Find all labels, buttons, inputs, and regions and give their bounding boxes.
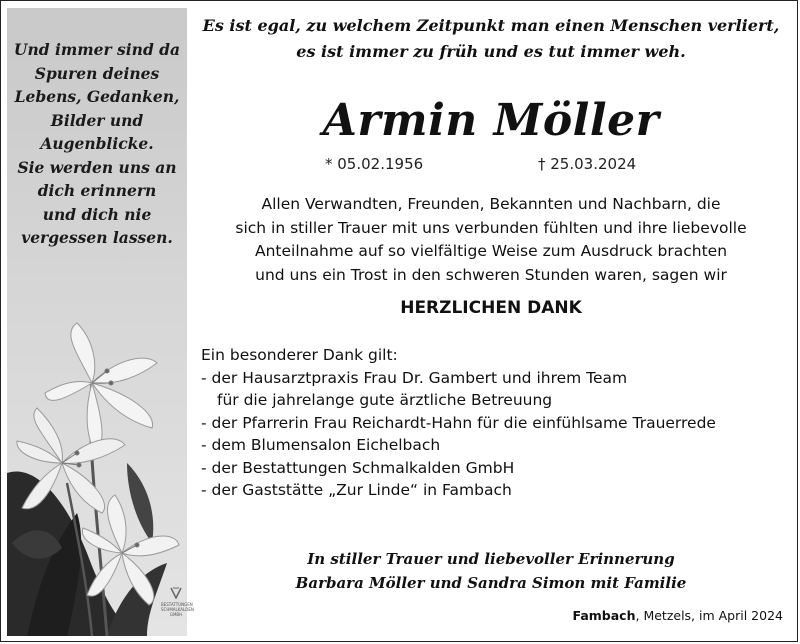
thanks-line: Allen Verwandten, Freunden, Bekannten und Nachbarn, die <box>261 195 721 213</box>
verse-line: Lebens, Gedanken, <box>14 87 180 106</box>
seal-text: GMBH <box>169 612 183 617</box>
list-item: - der Pfarrerin Frau Reichardt-Hahn für die einfühlsame Trauerrede <box>201 413 716 432</box>
thanks-line: und uns ein Trost in den schweren Stunden waren, sagen wir <box>255 265 727 284</box>
closing-signature <box>201 547 781 595</box>
list-item: - der Bestattungen Schmalkalden GmbH <box>201 458 515 477</box>
verse-line: und dich nie <box>42 204 152 224</box>
verse-line: dich erinnern <box>37 181 157 200</box>
verse-line: Spuren deines <box>34 63 160 83</box>
motto-line: es ist immer zu früh und es tut immer weh. <box>296 42 686 61</box>
thanks-line: sich in stiller Trauer mit uns verbunden fühlten und ihre liebevolle <box>235 218 747 237</box>
thanks-heading: HERZLICHEN DANK <box>400 298 582 318</box>
verse-line: Sie werden uns an <box>17 157 177 177</box>
verse-line: vergessen lassen. <box>21 228 173 247</box>
verse-line: Augenblicke. <box>40 134 154 153</box>
motto-quote <box>201 13 781 65</box>
birth-date: * 05.02.1956 <box>325 155 424 173</box>
verse-line: Und immer sind da <box>13 40 181 59</box>
list-item: - der Gaststätte „Zur Linde“ in Fambach <box>201 481 512 499</box>
place-and-date <box>573 608 783 623</box>
closing-signers: Barbara Möller und Sandra Simon mit Familie <box>295 574 687 592</box>
closing-line: In stiller Trauer und liebevoller Erinnerung <box>307 550 675 568</box>
sidebar-verse <box>7 38 187 250</box>
list-item: - der Hausarztpraxis Frau Dr. Gambert und ihrem Team <box>201 368 628 387</box>
lily-flowers-image <box>7 313 187 636</box>
seal-text: SCHMALKALDEN <box>161 607 194 612</box>
sidebar-panel <box>7 8 187 636</box>
motto-line: Es ist egal, zu welchem Zeitpunkt man einen Menschen verliert, <box>202 16 780 35</box>
funeral-home-seal <box>161 587 194 623</box>
list-item-continuation: für die jahrelange gute ärztliche Betreuung <box>217 391 553 409</box>
life-dates <box>201 155 781 179</box>
verse-line: Bilder und <box>50 110 144 130</box>
special-thanks-list <box>201 344 781 502</box>
special-thanks-intro: Ein besonderer Dank gilt: <box>201 346 398 364</box>
thanks-paragraph <box>201 193 781 287</box>
funeral-home-logo-icon <box>169 587 183 599</box>
thanks-line: Anteilnahme auf so vielfältige Weise zum Ausdruck brachten <box>254 242 728 260</box>
seal-text: BESTATTUNGEN <box>161 602 193 607</box>
list-item: - dem Blumensalon Eichelbach <box>201 436 441 454</box>
deceased-name: Armin Möller <box>322 95 660 146</box>
death-date: † 25.03.2024 <box>538 155 637 173</box>
place-rest: , Metzels, im April 2024 <box>635 608 783 623</box>
place-town: Fambach <box>572 608 636 623</box>
